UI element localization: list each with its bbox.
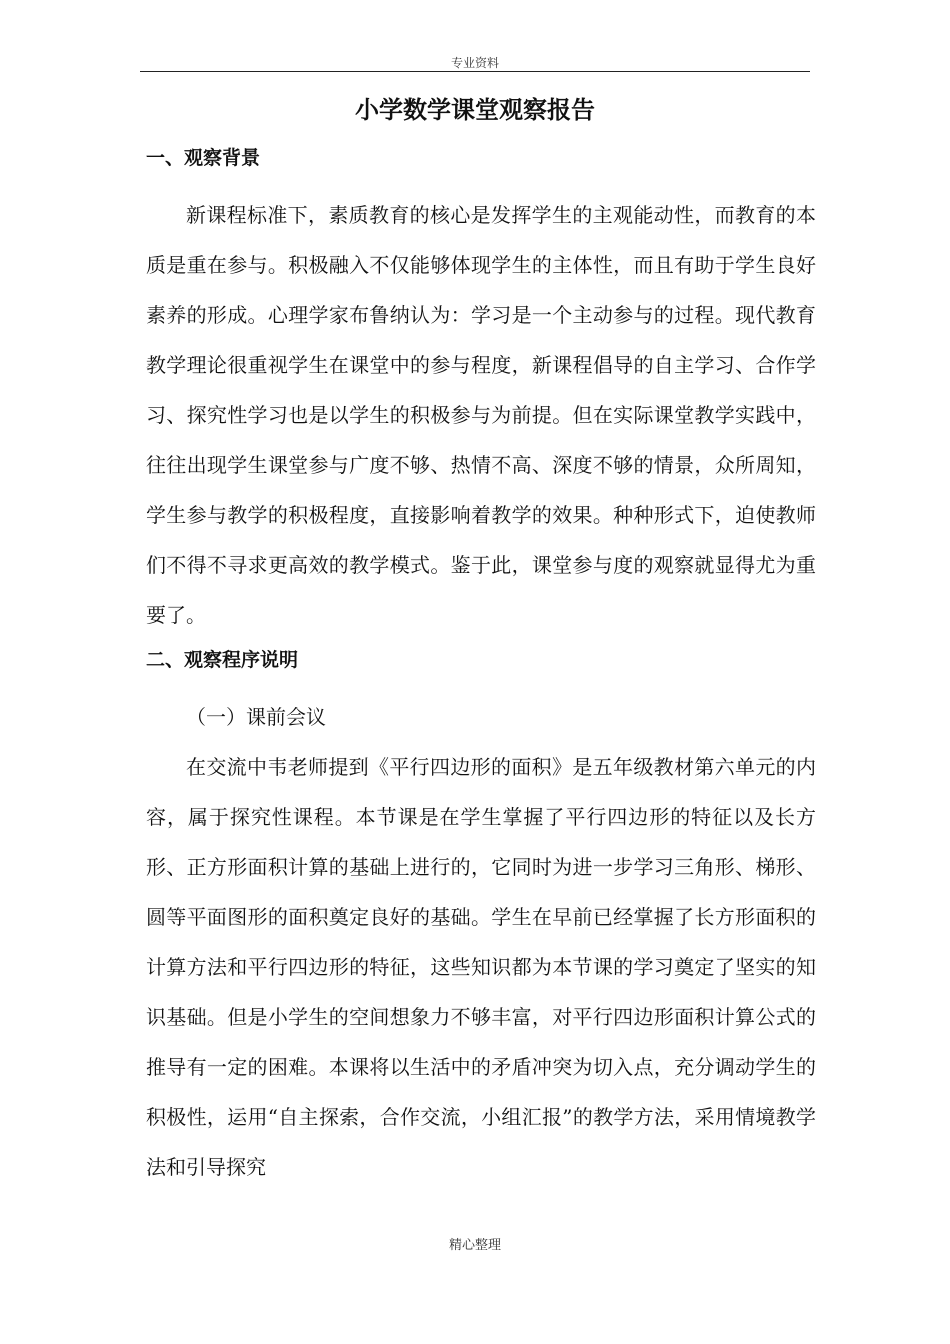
header-divider — [140, 71, 810, 72]
document-body — [146, 140, 816, 1192]
section-paragraph-procedure: 在交流中韦老师提到《平行四边形的面积》是五年级教材第六单元的内容，属于探究性课程。本节课是在学生掌握了平行四边形的特征以及长方形、正方形面积计算的基础上进行的，它同时为进一步学习三角形、梯形、圆等平面图形的面积奠定良好的基础。学生在早前已经掌握了长方形面积的计算方法和平行四边形的特征，这些知识都为本节课的学习奠定了坚实的知识基础。但是小学生的空间想象力不够丰富，对平行四边形面积计算公式的推导有一定的困难。本课将以生活中的矛盾冲突为切入点，充分调动学生的积极性，运用“自主探索，合作交流，小组汇报”的教学方法，采用情境教学法和引导探究 — [146, 755, 816, 1179]
page-header-label: 专业资料 — [450, 56, 499, 70]
section-heading-procedure: 二、观察程序说明 — [146, 649, 299, 671]
section-paragraph-background: 新课程标准下，素质教育的核心是发挥学生的主观能动性，而教育的本质是重在参与。积极融入不仅能够体现学生的主体性，而且有助于学生良好素养的形成。心理学家布鲁纳认为：学习是一个主动参与的过程。现代教育教学理论很重视学生在课堂中的参与程度，新课程倡导的自主学习、合作学习、探究性学习也是以学生的积极参与为前提。但在实际课堂教学实践中，往往出现学生课堂参与广度不够、热情不高、深度不够的情景，众所周知，学生参与教学的积极程度，直接影响着教学的效果。种种形式下，迫使教师们不得不寻求更高效的教学模式。鉴于此，课堂参与度的观察就显得尤为重要了。 — [146, 203, 816, 627]
subsection-heading-pre-class-meeting: （一）课前会议 — [186, 705, 326, 729]
section-heading-background: 一、观察背景 — [146, 147, 261, 169]
document-title: 小学数学课堂观察报告 — [355, 95, 595, 124]
page-footer-label: 精心整理 — [448, 1238, 501, 1253]
